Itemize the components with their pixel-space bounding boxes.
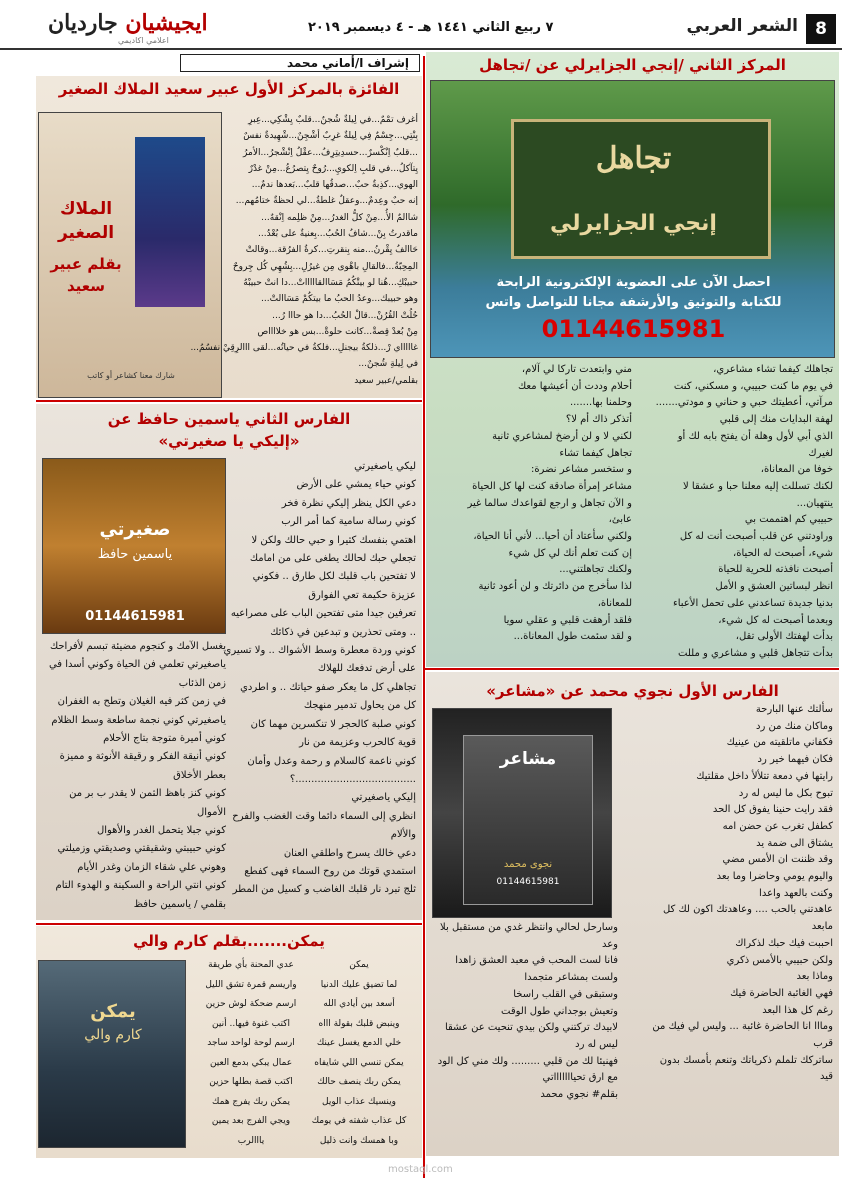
poem-line: و الآن تجاهل و ارجع لقواعدك سالما غير (467, 497, 632, 509)
article-image (42, 458, 226, 634)
poem-line: لكنك تسللت إليه معلنا حبا و عشقا لا (683, 480, 833, 492)
poem-line: ياصغيرتي تعلمي فن الحياة وكوني أسدا في (48, 659, 226, 671)
poem-line: لكني لا و لن أرضخ لمشاعري ثانية (492, 430, 632, 442)
poem-line: كوني ناعمة كالسلام و رحمة وعدل وأمان (247, 755, 416, 767)
watermark: mostaql.com (388, 1164, 453, 1175)
poem-line: وينبض قلبك بقولة اااه (318, 1018, 400, 1029)
image-author: نجوى محمد (503, 859, 553, 870)
poem-line: قرب (813, 1038, 833, 1050)
poem-line: كوني أميرة متوجة بتاج الأحلام (103, 733, 226, 745)
poem-line: و لقد سئمت طول المعاناة... (513, 631, 632, 643)
poem-line: أتذكر ذاك أم لا؟ (565, 414, 632, 426)
poem-line: لما تضيق عليك الدنيا (320, 979, 398, 990)
poem-line: و ستخسر مشاعر نضرة: (530, 464, 632, 476)
image-caption: شارك معنا كشاعر أو كاتب (87, 371, 175, 380)
poem-line: احببت فيك حبك لذكراك (735, 937, 833, 949)
poem-line: فهنيئا لك من قلبي ......... ولك مني كل الود (437, 1055, 618, 1067)
poem-line: لغيرك (808, 447, 833, 459)
poem-line: كوني وردة معطرة وسط الأشواك .. ولا تسيري (223, 645, 416, 657)
poem-line: كل عذاب شفته في يومك (311, 1116, 407, 1126)
poem-line: في يوم ما كنت حبيبي، و مسكني، كنت (673, 380, 833, 392)
poem-line: انظري إلى السماء دائما وقت الغضب والفرح (232, 810, 416, 822)
poem-line: لهفة البدايات منك إلى قلبي (719, 414, 833, 426)
image-frame (511, 119, 771, 259)
poem-line: إليكي ياصغيرتي (351, 792, 416, 804)
poem-line: يمكن تنسي اللي شايفاه (314, 1057, 404, 1068)
poem-line: اهتمي بنفسك كثيرا و حبي حالك ولكن لا (251, 534, 416, 546)
poem-line: كوني حبيبتي وشقيقتي وصديقتي وزميلتي (57, 843, 226, 855)
poem-column-right (619, 702, 833, 1086)
poem-column-right (304, 956, 414, 1151)
poem-line: يمكن (349, 960, 369, 970)
article-title: يمكن.......بقلم كارم والي (133, 932, 325, 950)
poem-line: ولست بمشاعر متجمدا (524, 972, 618, 984)
poem-line: ولكنك تجاهلتني... (559, 564, 632, 576)
poem-line: وهو حبيبك...وعدُ الحبُ ما بيتكُمْ مَسَاالتْ... (261, 294, 418, 305)
poem-line: تجعلي حبك لحالك يطغى على من امامك (249, 553, 416, 565)
poem-column-left (196, 956, 306, 1151)
poem-line: كوني جبلا يتحمل الغدر والأهوال (96, 825, 226, 837)
poem-line: ......................................؟ (289, 773, 416, 785)
poem-line: ولكني سأعتاد أن أحيا... لأني أنا الحياة، (473, 531, 632, 543)
article-image (432, 708, 612, 918)
article-malak (36, 76, 422, 398)
image-ad-line-2: للكتابة والتوثيق والأرشفة مجانا للتواصل واتس (485, 295, 782, 310)
poem-line: كوني انتي الراحة و السكينة و الهدوء التام (55, 880, 226, 892)
poem-line: عزيزة حكيمة تعي الفوارق (308, 589, 416, 601)
poem-line: دعي الكل ينظر إليكي نظرة فخر (281, 497, 416, 509)
poem-line: وسارحل لحالي وانتظر غدي من مستقبل بلا (440, 922, 618, 933)
poem-line: تجاهلي كل ما يعكر صفو حياتك .. و اطردي (240, 681, 416, 693)
poem-line: ينتهيان... (796, 497, 833, 509)
poem-line: وقد ظننت ان الأمس مضي (722, 854, 833, 866)
poem-line: ومااا انا الحاضرة غائبة ... وليس لي فيك من (652, 1021, 833, 1033)
poem-line: يغسل الآمك و كنجوم مضيئة تبسم لأفراحك (49, 641, 226, 652)
image-phone: 01144615981 (541, 315, 726, 343)
poem-line: مني وابتعدت تاركا لي آلام، (521, 364, 632, 375)
poem-line: يشتاق الى ضمة يد (756, 837, 833, 849)
poem-line: وتعيش بوجداني طول الوقت (501, 1005, 618, 1017)
poem-line: شاالمٌ الأُ...مِنْ كلُّ الغدرُ...مِنْ ظلِمه اِنْقهٌ... (261, 212, 418, 223)
poem-line: تعرفين جيدا متى تفتحين الباب على مصراعيه (230, 608, 416, 620)
poem-line: بعطر الأخلاق (173, 769, 226, 781)
image-title: تجاهل (595, 141, 672, 176)
poem-line: بِنْتِي...جِسْمٌ فِي لِيلةٌ غرِبٌ أشْجِنٌ...شْهِيدةٌ نفسٌ (243, 131, 418, 142)
poem-line: وحلمنا بها....... (569, 397, 632, 409)
poem-line: في لِيلةِ شُجنٌ... (358, 359, 418, 370)
poem-line: وهوني علي شقاء الزمان وغدر الأيام (77, 861, 226, 873)
poem-line: فهي الغائبة الحاضرة فيك (730, 987, 833, 999)
image-title: صغيرتي (99, 519, 171, 540)
poem-line: بدأت لهفتك الأولى تقل، (735, 631, 833, 643)
poem-line: خلي الدمع يغسل عينك (316, 1038, 402, 1048)
poem-line: الهوي...كذِبةٌ حبٌ...صدقُها قلبٌ...بَعدها ندمٌ... (251, 180, 418, 191)
poem-line: تجاهل كيفما تشاء (559, 447, 632, 459)
poem-line: والألام (390, 829, 416, 841)
poem-line: كوني كنز باهظ الثمن لا يقدر ب بر من (69, 788, 226, 800)
poem-line: أحلام وددت أن أعيشها معك (517, 380, 632, 392)
poem-line: كطفل تغرب عن حضن امه (722, 820, 833, 832)
column-divider (423, 56, 425, 1178)
poem-line: ارسم ضحكة لوش حزين (205, 999, 297, 1009)
poem-line: واريسم قمرة تشق الليل (205, 979, 297, 990)
poem-line: أصبحت نافذته للحرية للحياة (718, 564, 833, 576)
poem-line: وماكان منك من رد (756, 720, 833, 732)
article-mashaer (426, 672, 839, 1156)
poem-column-right (223, 458, 416, 900)
poem-line: لابيدك تركتني ولكن بيدي تنحيت عن عشقا (444, 1022, 618, 1034)
poem-line: ماقدرتُ بِنْ...شافُ الحُبُ...بِعنيةٌ على بُعْدُ... (258, 229, 418, 240)
poem-line: تبوح بكل ما ليس له رد (738, 787, 833, 799)
poem-line: .. ومتى تحذرين و تبدعين في ذكائك (270, 626, 416, 638)
poem-line: وراودتني عن قلب أصبحت أنت له كل (679, 531, 833, 543)
logo-red-word: ايجيشيان (125, 10, 208, 36)
article-image (430, 80, 835, 358)
poem-line: يمكن ربك يفرج همك (212, 1096, 290, 1107)
poem-line: المِحِبّةُ...فالقالِ باهْوى مِن غيرُلِ...بِشُهِي كُل جِروحٌ (232, 261, 418, 272)
poem-line: بقلمي/عبير سعيد (354, 375, 418, 386)
poem-line: مرآتي، أعطيتك حبي و حناني و مودتي....... (655, 397, 833, 409)
poem-line: لذا سأخرج من دائرتك و لن أعود ثانية (478, 581, 632, 593)
poem-line: ليس له رد (575, 1038, 618, 1050)
poem-line: وعد (601, 938, 618, 950)
poem-line: قوية كالحرب وعزيمة من نار (299, 737, 416, 749)
image-phone: 01144615981 (85, 609, 185, 624)
poem-line: وينسيك عذاب الويل (322, 1096, 396, 1107)
poem-line: واليوم يومي وحاضرا وما بعد (716, 871, 833, 883)
poem-line: بقلم# نجوي محمد (540, 1089, 618, 1101)
poem-line: أسعد بين أيادي الله (323, 999, 395, 1009)
image-author: إنجي الجزايرلي (550, 211, 717, 236)
poem-line: عابئ، (608, 514, 632, 526)
poem-line: سألتك عنها البارحة (755, 704, 833, 715)
image-figure (135, 137, 205, 307)
poem-line: وبا همسك وانت ذليل (319, 1135, 399, 1146)
image-title: مشاعر (499, 749, 557, 769)
poem-line: فانا لست المحب في معبد العشق زاهدا (455, 955, 618, 967)
poem-line: مع ارق تحياااااااتي (542, 1072, 618, 1084)
poem-line: ياصغيرتي كوني نجمة ساطعة وسط الظلام (51, 714, 226, 726)
poem-line: وبعدما أصبحت له كل شيء، (718, 614, 833, 626)
poem-line: بقلمي / ياسمين حافظ (133, 898, 226, 910)
poem-line: ثلج تبرد نار قلبك الغاضب و كسيل من المطر (232, 884, 416, 896)
poem-line: ليكي ياصغيرتي (354, 461, 416, 472)
poem-line: الذي أبي لأول وهلة أن يفتح بابه لك أو (677, 430, 833, 442)
poem-line: غاااااي رْ...ذلكةُ بيجنلِ...فلكةُ في حياتُه...لقى ااالرِقِيْ نفسُمُ... (190, 343, 418, 354)
poem-line: عمال يبكي بدمع العين (209, 1057, 293, 1068)
poem-line: دعي خالك يسرح واطلقي العنان (283, 847, 416, 859)
poem-line: انظر لبساتين العشق و الأمل (715, 581, 833, 593)
article-title: المركز الثاني /إنجي الجزايرلي عن /تجاهل (479, 56, 786, 74)
poem-line: كل من يحاول تدمير منهجك (303, 700, 416, 712)
poem-line: كوني صلبة كالحجر لا تنكسرين مهما كان (250, 718, 416, 730)
poem-line: حَاالفُ يِقْرنُ...منه بِنقرتِ...كرةُ الفرُقة...وقالتْ (245, 245, 418, 256)
poem-line: اكتب قصة بطلها حزين (209, 1077, 293, 1087)
poem-line: بدنيا جديدة تساعدني على تحمل الأعباء (673, 597, 833, 609)
poem-line: لا تفتحين باب قلبك لكل طارق .. فكوني (252, 571, 416, 583)
image-title: الملاك الصغير (57, 199, 115, 243)
poem-line: بدأت تتجاهل قلبي و مشاعري و مللت (678, 647, 833, 659)
image-author: بقلم عبير سعيد (50, 255, 122, 295)
poem-column-right (635, 362, 833, 663)
poem-line: ولكن حبيبي بالأمس ذكري (726, 954, 833, 966)
poem-line: زمن الذئاب (178, 677, 226, 689)
poem-line: وستبقى في القلب راسخا (513, 988, 618, 1000)
poem-line: على أرض تدفعك للهلاك (317, 663, 416, 675)
poem-line: شيء، أصبحت له الحياة، (733, 547, 833, 559)
poem-line: للمعاناة، (597, 597, 632, 609)
supervision-box: إشراف ا/أماني محمد (180, 54, 420, 72)
poem-line: وماذا بعد (796, 971, 833, 983)
poem-line: مابعد (811, 921, 833, 933)
poem-line: ...قلبٌ اِنْكْسرٌ...حسدِيتِرِفُ...عقْلُ اِنْشْجرُ...الأمرُ (243, 147, 418, 158)
poem-column-left (40, 638, 226, 914)
image-title: يمكن (90, 1001, 136, 1022)
poem-line: يِتآكلُ...في قلبِ اِلكويِ...رُوحٌ يِتصرُعُ...مِنْ غدْرٌ (248, 163, 418, 174)
article-image (38, 960, 186, 1148)
divider-left-2 (36, 923, 422, 925)
poem-line: رايتها في دمعة تتلألأ داخل مقلتيك (696, 770, 833, 782)
poem-line: فكفاني ماتلقيته من عينيك (726, 737, 833, 749)
poem-line: إنه حبٌ وعِدمٌ...وعقلٌ غلطةُ...لي لحظةٌ ختامُهم... (235, 196, 418, 207)
article-saghirati (36, 404, 422, 920)
poem-line: حبيبي كم اهتممت بي (744, 514, 833, 526)
poem-line: فلقد أرهقت قلبي و عقلي سويا (503, 614, 632, 626)
image-author: ياسمين حافظ (97, 547, 173, 562)
poem-line: خوفا من المعاناة، (760, 464, 833, 476)
poem-line: ويجي الفرج بعد يمين (211, 1116, 291, 1126)
poem-line: كوني أنيقة الفكر و رقيقة الأنوثة و مميزة (59, 751, 226, 763)
poem-line: مشاعر إمرأة صادقة كنت لها كل الحياة (472, 480, 632, 492)
poem-column-left (432, 920, 618, 1104)
logo-dark-word: جارديان (48, 10, 118, 36)
article-title: الفارس الأول نجوي محمد عن «مشاعر» (486, 682, 779, 700)
image-ad-line-1: احصل الآن على العضوية الإلكترونية الرابحة (496, 275, 771, 290)
poem-line: ساتركك تلملم ذكرياتك وتنعم بأمسك بدون (659, 1054, 833, 1066)
poem-line: رغم كل هذا البعد (762, 1004, 833, 1016)
poem-line: يااالرب (237, 1135, 265, 1146)
poem-line: ارسم لوحة لواحد ساجد (207, 1038, 295, 1048)
poem-line: مِنْ بُعدْ قِصةْ...كانت حلوةْ...بس هو خلااااص (257, 326, 418, 337)
poem-line: تجاهلك كيفما تشاء مشاعري، (713, 364, 833, 375)
article-yemken (36, 926, 422, 1158)
poem-line: كوني حياء يمشي على الأرض (296, 479, 416, 491)
poem-line: يمكن ربك ينصف حالك (317, 1077, 401, 1087)
poem-line: عاهدتني بالحب .... وعاهدتك اكون لك كل (662, 904, 833, 916)
article-title: الفائزة بالمركز الأول عبير سعيد الملاك الصغير (58, 80, 400, 98)
issue-date: ٧ ربيع الثاني ١٤٤١ هـ - ٤ ديسمبر ٢٠١٩ (308, 20, 554, 35)
poem-line: اكتب غنوة فيها.. أنين (212, 1018, 290, 1029)
poem-line: فقد رايت حنينا يفوق كل الحد (712, 804, 833, 816)
image-author: كارم والي (84, 1027, 142, 1043)
poem-line: في زمن كثر فيه الغيلان وتطح به الغفران (57, 696, 226, 708)
article-title: الفارس الثاني ياسمين حافظ عن (107, 410, 351, 428)
poem-line: كوني رسالة سامية كما أمر الرب (281, 516, 416, 528)
poem-line: حُلُتْ القُرُنْ...قالْ الحُبُ...دا هو حااا رُ... (272, 310, 418, 321)
poem-line: حبيبْكِ...هُنا لو بيتْكُمُ مَسَاالقاااااتْ...دا انتْ حبيبْهُ (243, 277, 418, 288)
poem-line: أغرف تمْمٌ...في لِيلةٌ شُجنٌ...قلبٌ يِشْكِي...عِبرِ (248, 115, 418, 125)
newspaper-logo (48, 10, 208, 36)
poem-line: إن كنت تعلم أنك لي كل شيء (508, 547, 632, 559)
poem-text (190, 112, 418, 389)
article-tajahul (426, 52, 839, 667)
poem-line: قيد (819, 1071, 833, 1083)
divider-left-1 (36, 400, 422, 402)
poem-line: الأموال (196, 806, 226, 818)
page-number: 8 (806, 14, 836, 44)
poem-column-left (432, 362, 632, 646)
logo-subtitle: اعلامي اكاديمي (118, 36, 169, 45)
poem-line: فكان فيهما خير رد (757, 754, 833, 766)
poem-line: استمدي قوتك من روح السماء فهى كفطع (244, 865, 416, 877)
divider-right (425, 668, 839, 670)
article-subtitle: «إليكي يا صغيرتي» (158, 432, 300, 450)
poem-line: وكنت بالعهد واعدا (759, 887, 833, 899)
poem-line: عدي المحنة بأي طريقة (208, 960, 294, 970)
section-title: الشعر العربي (686, 16, 798, 36)
image-phone: 01144615981 (496, 877, 560, 887)
